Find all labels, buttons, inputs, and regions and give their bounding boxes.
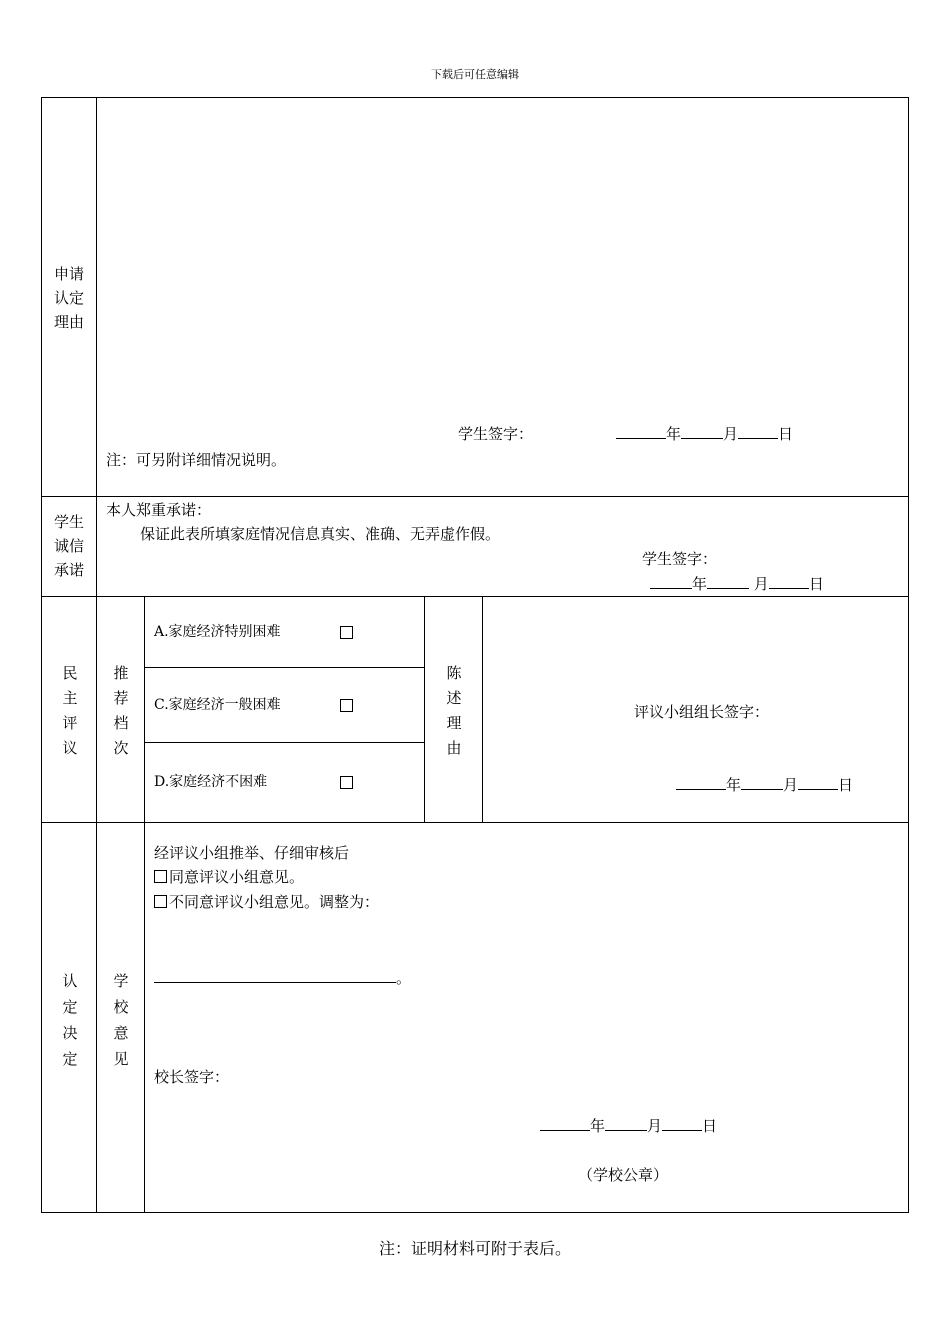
day-blank[interactable] [662,1115,702,1131]
year-blank[interactable] [616,423,666,439]
pledge-line1: 本人郑重承诺： [106,501,212,519]
page-header: 下载后可任意编辑 [431,68,519,81]
disagree-checkbox[interactable] [154,895,167,908]
day-blank[interactable] [798,774,838,790]
footer-note: 注：证明材料可附于表后。 [378,1239,571,1258]
option-c[interactable]: C.家庭经济一般困难 [154,697,281,713]
principal-signature-label: 校长签字： [154,1068,230,1086]
school-seal: （学校公章） [578,1166,669,1184]
review-signature-label: 评议小组组长签字： [634,703,770,721]
pledge-label: 学生 诚信 承诺 [53,513,84,579]
option-a[interactable]: A.家庭经济特别困难 [154,624,281,640]
year-blank[interactable] [676,774,726,790]
checkbox-a[interactable] [340,626,353,639]
decision-label: 认 定 决 定 [62,972,78,1068]
checkbox-d[interactable] [340,776,353,789]
adjustment-blank[interactable] [154,967,396,983]
month-blank[interactable] [741,774,783,790]
reason-signature-label: 学生签字： [458,425,534,443]
month-blank[interactable] [605,1115,647,1131]
decision-date: 年 月 日 [540,1114,717,1138]
agree-option[interactable]: 同意评议小组意见。 [154,865,304,889]
adjustment-line: 。 [154,966,411,990]
decision-intro: 经评议小组推举、仔细审核后 [154,844,350,862]
pledge-date: 年 月 日 [650,572,824,596]
year-blank[interactable] [540,1115,590,1131]
tier-label: 推 荐 档 次 [113,664,129,757]
month-blank[interactable] [681,423,723,439]
checkbox-c[interactable] [340,699,353,712]
disagree-option[interactable]: 不同意评议小组意见。调整为： [154,890,379,914]
agree-checkbox[interactable] [154,870,167,883]
review-date: 年 月 日 [676,773,853,797]
year-blank[interactable] [650,573,692,589]
month-blank[interactable] [707,573,749,589]
option-d[interactable]: D.家庭经济不困难 [154,774,268,790]
pledge-signature-label: 学生签字： [642,550,718,568]
pledge-line2: 保证此表所填家庭情况信息真实、准确、无弄虚作假。 [140,525,501,543]
day-blank[interactable] [738,423,778,439]
reason-statement-label: 陈 述 理 由 [446,664,462,757]
reason-date: 年 月 日 [616,422,793,446]
school-opinion-label: 学 校 意 见 [113,972,129,1068]
reason-label: 申请 认定 理由 [53,265,84,331]
reason-note: 注：可另附详细情况说明。 [106,451,287,469]
day-blank[interactable] [769,573,809,589]
review-label: 民 主 评 议 [62,664,78,757]
